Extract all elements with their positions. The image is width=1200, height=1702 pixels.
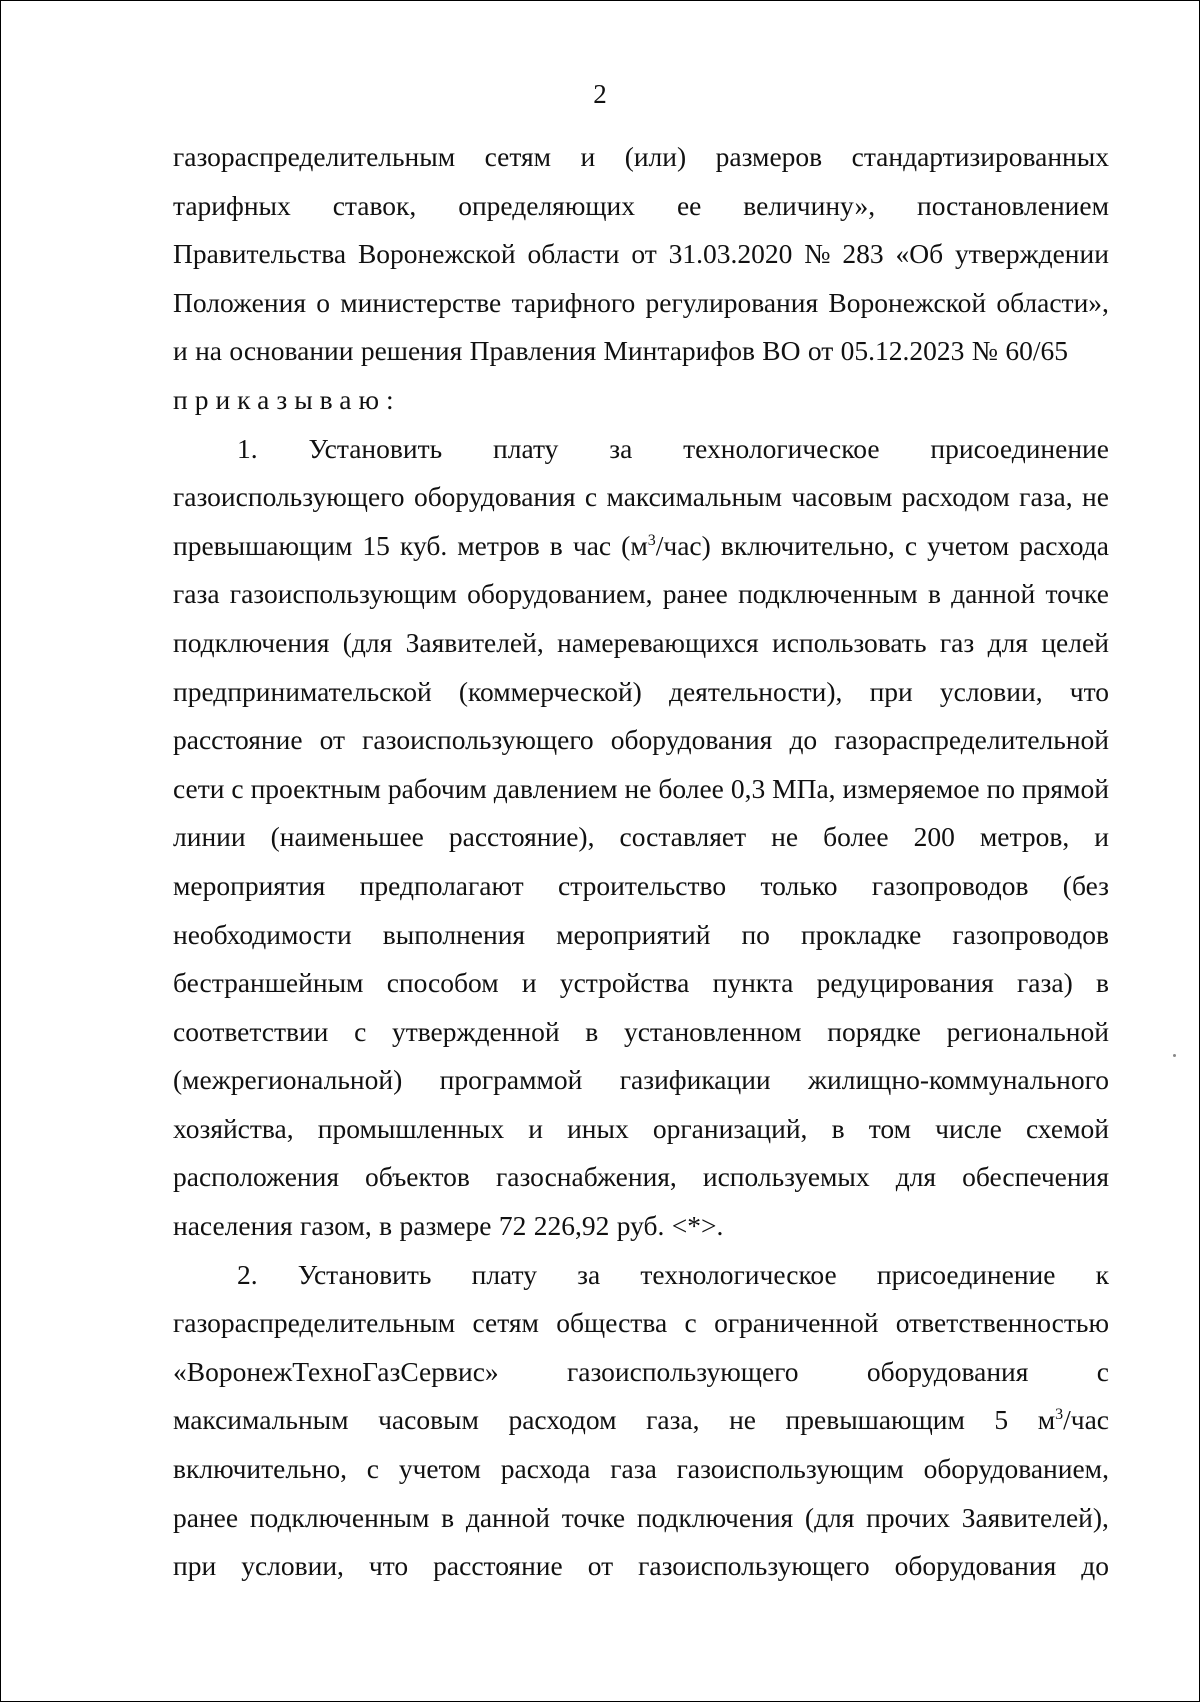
word: №: [804, 238, 831, 270]
word: технологическое: [683, 432, 880, 464]
word: метров,: [979, 821, 1070, 853]
word: максимальным: [606, 481, 783, 513]
word: что: [368, 1550, 409, 1582]
text-line: [173, 1105, 1109, 1154]
word: редуцирования: [816, 967, 994, 999]
word: от: [587, 1550, 614, 1582]
word: и: [1094, 821, 1109, 853]
word: газопроводов: [871, 869, 1029, 901]
word: технологическое: [640, 1258, 837, 1290]
word: что: [1069, 675, 1109, 707]
word: превышающим: [785, 1404, 965, 1436]
word: 2.: [237, 1258, 258, 1290]
word: подключения: [636, 1501, 794, 1533]
word: области»,: [996, 286, 1109, 318]
word: газоиспользующим: [229, 578, 457, 610]
word: до: [789, 724, 818, 756]
word: с: [354, 1015, 367, 1047]
word: расстояние: [173, 724, 303, 756]
word: оборудования: [866, 1355, 1029, 1387]
text-line: [173, 279, 1109, 328]
word: расположения: [173, 1161, 339, 1193]
word: утвержденной: [391, 1015, 560, 1047]
word: рабочим: [387, 772, 487, 804]
word: при: [173, 1550, 217, 1582]
word: более: [823, 821, 889, 853]
word: данной: [951, 578, 1036, 610]
word: иных: [567, 1112, 629, 1144]
word: Правительства: [173, 238, 347, 270]
text-line: [173, 522, 1109, 571]
word: организаций,: [652, 1112, 808, 1144]
word: условии,: [241, 1550, 344, 1582]
word: куб.: [399, 529, 448, 561]
word: не: [771, 821, 799, 853]
word: для: [987, 626, 1028, 658]
word: в: [585, 1015, 599, 1047]
word: данной: [465, 1501, 550, 1533]
word: в: [831, 1112, 845, 1144]
word: мероприятий: [556, 918, 711, 950]
word: с: [904, 529, 918, 561]
word: часовым: [378, 1404, 479, 1436]
text-line: [173, 230, 1109, 279]
word: 15: [362, 529, 390, 561]
word: ранее: [173, 1501, 239, 1533]
word: превышающим: [173, 529, 353, 561]
text-line: [173, 473, 1109, 522]
word: сетям: [484, 141, 552, 172]
word: постановлением: [917, 189, 1109, 221]
word: газ: [939, 626, 975, 658]
word: условии,: [939, 675, 1043, 707]
word: Положения: [173, 286, 306, 318]
word: в: [441, 1501, 455, 1533]
word: газопроводов: [952, 918, 1109, 950]
word: газораспределительной: [834, 724, 1109, 756]
word: предпринимательской: [173, 675, 432, 707]
word: мероприятия: [173, 869, 326, 901]
word: региональной: [946, 1015, 1109, 1047]
word: подключения: [173, 626, 330, 658]
text-line: [173, 619, 1109, 668]
word: газораспределительным: [173, 141, 456, 172]
word: с: [231, 772, 244, 804]
text-line: [173, 133, 1109, 182]
word: «ВоронежТехноГазСервис»: [173, 1355, 499, 1387]
word: по: [741, 918, 770, 950]
word: соответствии: [173, 1015, 329, 1047]
word: Заявителей),: [961, 1501, 1109, 1533]
word: расхода: [1019, 529, 1109, 561]
word: расхода: [500, 1453, 591, 1485]
word: в: [549, 529, 563, 561]
word: расходом: [901, 481, 1010, 513]
word: за: [577, 1258, 601, 1290]
word: в: [1095, 967, 1109, 999]
word: установленном: [623, 1015, 802, 1047]
word: Установить: [297, 1258, 432, 1290]
text-line: [173, 1008, 1109, 1057]
word: объектов: [365, 1161, 470, 1193]
word: газификации: [619, 1064, 771, 1096]
word: газа,: [646, 1404, 700, 1436]
word: намеревающихся: [557, 626, 759, 658]
word: давлением: [493, 772, 618, 804]
word: ставок,: [332, 189, 417, 221]
word: размеров: [715, 141, 823, 172]
word: бестраншейным: [173, 967, 364, 999]
text-line: [173, 765, 1109, 814]
word: газа,: [1019, 481, 1073, 513]
word: использовать: [772, 626, 927, 658]
word: $(м^3/час)$: [621, 529, 711, 561]
text-line: [173, 182, 1109, 231]
text-line: [173, 813, 1109, 862]
word: расстояние: [433, 1550, 563, 1582]
word: величину»,: [743, 189, 876, 221]
word: метров: [457, 529, 540, 561]
word: присоединение: [876, 1258, 1056, 1290]
word: сетям: [472, 1307, 539, 1339]
word: 0,3: [730, 772, 766, 804]
word: 5: [994, 1404, 1009, 1436]
word: расходом: [508, 1404, 617, 1436]
text-line: [173, 1153, 1109, 1202]
text-line: [173, 1348, 1109, 1397]
word: промышленных: [317, 1112, 505, 1144]
word: более: [658, 772, 724, 804]
word: министерстве: [340, 286, 502, 318]
word: (наименьшее: [270, 821, 424, 853]
word: ранее: [662, 578, 728, 610]
word: в: [927, 578, 941, 610]
word: газа): [1017, 967, 1073, 999]
word: измеряемое: [842, 772, 980, 804]
text-line: [173, 1299, 1109, 1348]
word: максимальным: [173, 1404, 349, 1436]
word: составляет: [619, 821, 747, 853]
word: стандартизированных: [851, 141, 1109, 172]
word: газоиспользующего: [173, 481, 405, 513]
text-line: [173, 862, 1109, 911]
word: за: [609, 432, 633, 464]
word: точке: [561, 1501, 626, 1533]
word: часовым: [791, 481, 893, 513]
word: оборудования: [894, 1550, 1057, 1582]
word: расстояние),: [448, 821, 595, 853]
word: час: [572, 529, 612, 561]
word: (для: [342, 626, 393, 658]
word: включительно,: [173, 1453, 347, 1485]
word: предполагают: [359, 869, 524, 901]
word: не: [729, 1404, 756, 1436]
word: МПа,: [772, 772, 836, 804]
text-line: [173, 668, 1109, 717]
word: только: [760, 869, 838, 901]
word: схемой: [1025, 1112, 1109, 1144]
word: ее: [676, 189, 702, 221]
word: и: [521, 967, 537, 999]
word: при: [869, 675, 913, 707]
word: оборудования: [413, 481, 576, 513]
word: газа: [173, 578, 220, 610]
word: линии: [173, 821, 246, 853]
word: 1.: [237, 432, 258, 464]
word: и: [528, 1112, 543, 1144]
word: обеспечения: [962, 1161, 1109, 1193]
scan-speck: [1173, 1054, 1176, 1057]
text-line: [173, 1494, 1109, 1543]
word: с: [366, 1453, 379, 1485]
text-line: приказываю:: [173, 383, 401, 415]
word: оборудованием,: [467, 578, 653, 610]
word: (или): [624, 141, 687, 172]
word: прочих: [866, 1501, 950, 1533]
text-line: [173, 425, 1109, 474]
text-line: [173, 1445, 1109, 1494]
word: газоиспользующего: [638, 1550, 870, 1582]
word: от: [319, 724, 346, 756]
word: области: [527, 238, 620, 270]
word: используемых: [702, 1161, 870, 1193]
word: жилищно-коммунального: [808, 1064, 1109, 1096]
word: деятельности),: [668, 675, 843, 707]
word: 200: [913, 821, 955, 853]
word: хозяйства,: [173, 1112, 294, 1144]
word: не: [624, 772, 652, 804]
word: подключенным: [249, 1501, 430, 1533]
word: присоединение: [930, 432, 1109, 464]
word: о: [316, 286, 330, 318]
page-number: 2: [593, 79, 607, 109]
text-line: [173, 959, 1109, 1008]
word: оборудованием,: [923, 1453, 1109, 1485]
word: (без: [1062, 869, 1109, 901]
word: общества: [556, 1307, 668, 1339]
word: порядке: [827, 1015, 921, 1047]
word: (межрегиональной): [173, 1064, 403, 1096]
word: ответственностью: [895, 1307, 1109, 1339]
word: сети: [173, 772, 225, 804]
word: $м^3$/час: [1037, 1404, 1109, 1436]
word: от: [631, 238, 657, 270]
word: 31.03.2020: [668, 238, 793, 270]
word: газораспределительным: [173, 1307, 456, 1339]
word: необходимости: [173, 918, 352, 950]
text-line: [173, 1542, 1109, 1591]
word: (коммерческой): [458, 675, 642, 707]
word: для: [895, 1161, 937, 1193]
word: подключенным: [738, 578, 918, 610]
word: плату: [471, 1258, 537, 1290]
document-body: [173, 133, 1109, 1591]
word: газоиспользующим: [676, 1453, 904, 1485]
word: 283: [842, 238, 884, 270]
word: Воронежской: [357, 238, 516, 270]
word: с: [584, 481, 598, 513]
text-line: [173, 1396, 1109, 1445]
word: способом: [386, 967, 499, 999]
word: числе: [935, 1112, 1002, 1144]
text-line: и на основании решения Правления Минтарифов ВО от 05.12.2023 № 60/65: [173, 335, 1069, 367]
word: с: [684, 1307, 697, 1339]
word: том: [868, 1112, 911, 1144]
word: Установить: [308, 432, 443, 464]
word: определяющих: [458, 189, 636, 221]
word: пункта: [712, 967, 794, 999]
word: с: [1096, 1355, 1109, 1387]
word: тарифных: [173, 189, 291, 221]
word: тарифного: [511, 286, 636, 318]
word: точке: [1045, 578, 1109, 610]
word: Заявителей,: [405, 626, 544, 658]
word: до: [1081, 1550, 1109, 1582]
word: газоиспользующего: [362, 724, 594, 756]
word: к: [1095, 1258, 1109, 1290]
word: целей: [1041, 626, 1109, 658]
word: строительство: [558, 869, 727, 901]
word: (для: [804, 1501, 855, 1533]
word: учетом: [927, 529, 1010, 561]
word: газоснабжения,: [495, 1161, 677, 1193]
word: плату: [493, 432, 559, 464]
text-line: [173, 911, 1109, 960]
word: учетом: [398, 1453, 481, 1485]
word: Воронежской: [828, 286, 987, 318]
word: «Об: [895, 238, 944, 270]
word: ограниченной: [714, 1307, 879, 1339]
word: выполнения: [382, 918, 526, 950]
word: регулирования: [645, 286, 819, 318]
word: включительно,: [720, 529, 895, 561]
word: оборудования: [610, 724, 773, 756]
word: газоиспользующего: [566, 1355, 799, 1387]
word: прокладке: [800, 918, 922, 950]
word: газа: [610, 1453, 657, 1485]
text-line: [173, 570, 1109, 619]
text-line: [173, 716, 1109, 765]
word: и: [580, 141, 596, 172]
word: прямой: [1021, 772, 1109, 804]
word: программой: [439, 1064, 583, 1096]
word: проектным: [250, 772, 381, 804]
word: по: [986, 772, 1015, 804]
text-line: [173, 1056, 1109, 1105]
text-line: населения газом, в размере 72 226,92 руб. <*>.: [173, 1210, 724, 1242]
word: утверждении: [955, 238, 1109, 270]
word: устройства: [559, 967, 690, 999]
text-line: [173, 1251, 1109, 1300]
word: не: [1082, 481, 1109, 513]
